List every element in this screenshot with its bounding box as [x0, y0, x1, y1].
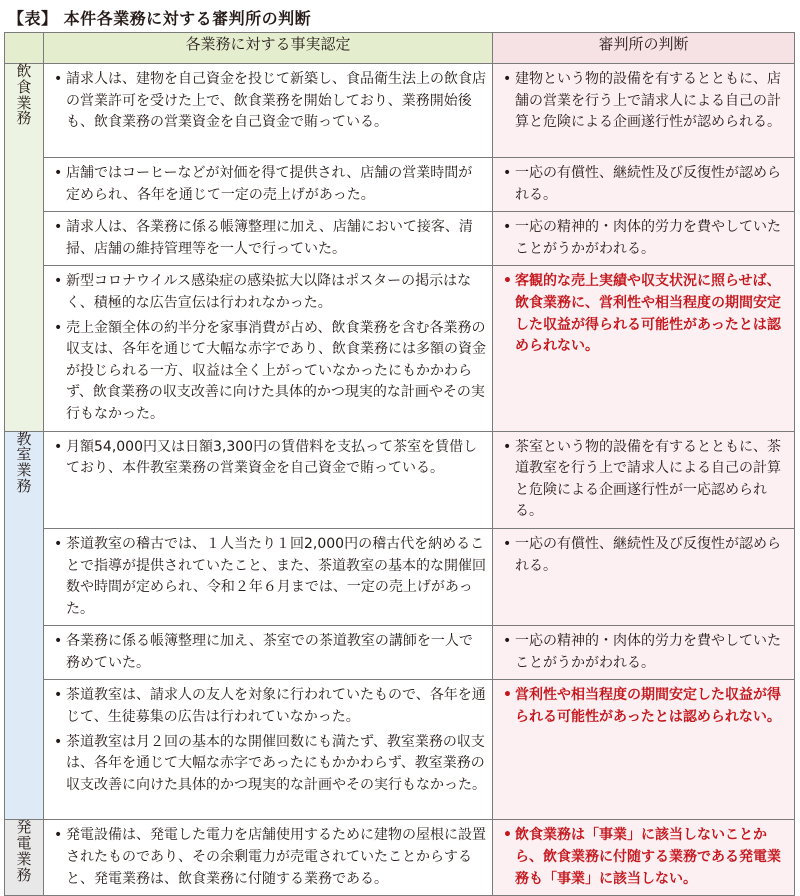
fact-item: • 請求人は、各業務に係る帳簿整理に加え、店舗において接客、清掃、店舗の維持管理等を一人で行っていた。 [52, 217, 486, 260]
header-facts: 各業務に対する事実認定 [44, 33, 493, 64]
table-title: 【表】 本件各業務に対する審判所の判断 [8, 9, 312, 28]
fact-item: • 茶道教室は月２回の基本的な開催回数にも満たず、教室業務の収支は、各年を通じて大幅な赤字であったにもかかわらず、教室業務の収支改善に向けた具体的かつ現実的な計画やその実行もなかった。 [52, 732, 486, 797]
judgment-cell [493, 64, 795, 158]
judgment-cell [493, 626, 795, 680]
table-row [5, 820, 795, 896]
judgment-cell [493, 431, 795, 528]
facts-cell [44, 64, 493, 158]
table-row [5, 158, 795, 212]
judgment-conclusion: • 営利性や相当程度の期間安定した収益が得られる可能性があったとは認められない。 [501, 685, 788, 728]
facts-cell [44, 266, 493, 431]
judgment-item: • 一応の有償性、継続性及び反復性が認められる。 [501, 534, 788, 577]
category-power: 発電業務 [5, 820, 44, 896]
table-row [5, 528, 795, 625]
fact-item: • 茶道教室の稽古では、１人当たり１回2,000円の稽古代を納めることで指導が提供されていたこと、また、茶道教室の基本的な開催回数や時間が定められ、令和２年６月までは、一定の売上げがあった。 [52, 534, 486, 620]
header-row [5, 33, 795, 64]
facts-cell [44, 158, 493, 212]
judgment-table [4, 32, 795, 896]
table-row [5, 266, 795, 431]
facts-cell [44, 431, 493, 528]
fact-item: • 請求人は、建物を自己資金を投じて新築し、食品衛生法上の飲食店の営業許可を受けた上で、飲食業務を開始しており、業務開始後も、飲食業務の営業資金を自己資金で賄っている。 [52, 69, 486, 134]
judgment-conclusion: • 飲食業務は「事業」に該当しないことから、飲食業務に付随する業務である発電業務も「事業」に該当しない。 [501, 825, 788, 890]
fact-item: • 月額54,000円又は日額3,300円の賃借料を支払って茶室を賃借しており、本件教室業務の営業資金を自己資金で賄っている。 [52, 437, 486, 480]
judgment-cell [493, 820, 795, 896]
table-row [5, 212, 795, 266]
table-row [5, 64, 795, 158]
judgment-cell [493, 212, 795, 266]
header-corner [5, 33, 44, 64]
facts-cell [44, 528, 493, 625]
judgment-cell [493, 158, 795, 212]
judgment-item: • 建物という物的設備を有するとともに、店舗の営業を行う上で請求人による自己の計算と危険による企画遂行性が認められる。 [501, 69, 788, 134]
judgment-cell [493, 680, 795, 820]
facts-cell [44, 212, 493, 266]
table-row [5, 626, 795, 680]
facts-cell [44, 680, 493, 820]
judgment-item: • 一応の有償性、継続性及び反復性が認められる。 [501, 163, 788, 206]
judgment-item: • 一応の精神的・肉体的労力を費やしていたことがうかがわれる。 [501, 631, 788, 674]
fact-item: • 売上金額全体の約半分を家事消費が占め、飲食業務を含む各業務の収支は、各年を通じて大幅な赤字であり、飲食業務には多額の資金が投じられる一方、収益は全く上がっていなかったにもかかわらず、飲食業務の収支改善に向けた具体的かつ現実的な計画やその実行もなかった。 [52, 318, 486, 426]
fact-item: • 店舗ではコーヒーなどが対価を得て提供され、店舗の営業時間が定められ、各年を通じて一定の売上げがあった。 [52, 163, 486, 206]
table-row [5, 680, 795, 820]
fact-item: • 発電設備は、発電した電力を店舗使用するために建物の屋根に設置されたものであり、その余剰電力が売電されていたことからすると、発電業務は、飲食業務に付随する業務である。 [52, 825, 486, 890]
table-row [5, 431, 795, 528]
header-judgment: 審判所の判断 [493, 33, 795, 64]
judgment-item: • 一応の精神的・肉体的労力を費やしていたことがうかがわれる。 [501, 217, 788, 260]
judgment-item: • 茶室という物的設備を有するとともに、茶道教室を行う上で請求人による自己の計算と危険による企画遂行性が一応認められる。 [501, 437, 788, 523]
judgment-cell [493, 266, 795, 431]
fact-item: • 新型コロナウイルス感染症の感染拡大以降はポスターの掲示はなく、積極的な広告宣伝は行われなかった。 [52, 271, 486, 314]
category-tea: 教室業務 [5, 431, 44, 820]
judgment-cell [493, 528, 795, 625]
judgment-conclusion: • 客観的な売上実績や収支状況に照らせば、飲食業務に、営利性や相当程度の期間安定した収益が得られる可能性があったとは認められない。 [501, 271, 788, 357]
facts-cell [44, 820, 493, 896]
facts-cell [44, 626, 493, 680]
fact-item: • 茶道教室は、請求人の友人を対象に行われていたもので、各年を通じて、生徒募集の広告は行われていなかった。 [52, 685, 486, 728]
category-food: 飲食業務 [5, 64, 44, 432]
fact-item: • 各業務に係る帳簿整理に加え、茶室での茶道教室の講師を一人で務めていた。 [52, 631, 486, 674]
